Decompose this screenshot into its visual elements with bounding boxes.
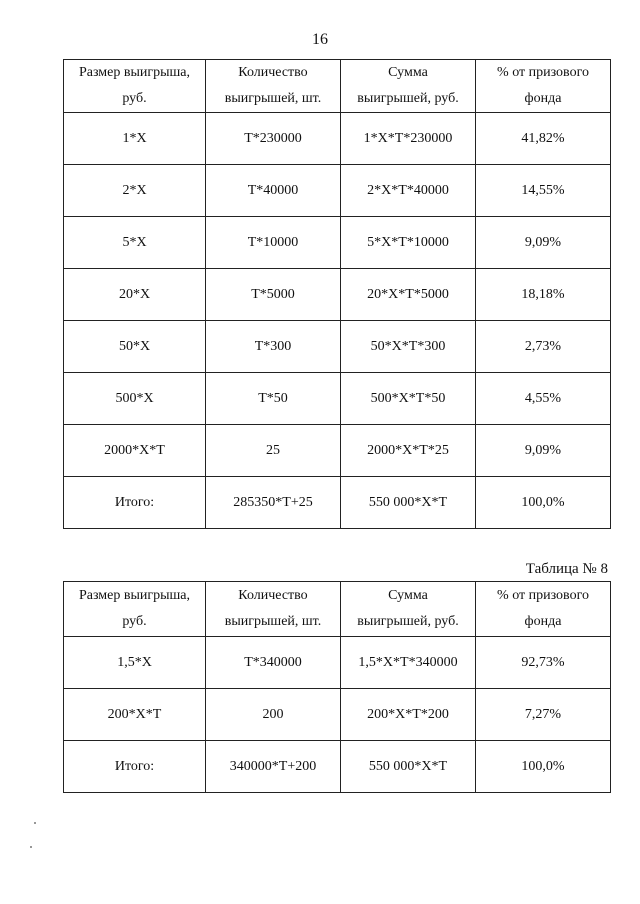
header-text: Количество bbox=[238, 65, 308, 80]
cell-prize-count: 25 bbox=[206, 425, 341, 477]
header-prize-sum bbox=[341, 60, 476, 113]
header-text: руб. bbox=[122, 614, 147, 629]
cell-prize-count: 200 bbox=[206, 689, 341, 741]
cell-prize-size: 500*Х bbox=[64, 373, 206, 425]
table-row bbox=[64, 269, 611, 321]
cell-prize-percent: 92,73% bbox=[476, 637, 611, 689]
table-row bbox=[64, 321, 611, 373]
cell-prize-percent: 18,18% bbox=[476, 269, 611, 321]
cell-prize-count: Т*300 bbox=[206, 321, 341, 373]
cell-prize-sum: 1*Х*Т*230000 bbox=[341, 113, 476, 165]
cell-prize-size: 2000*Х*Т bbox=[64, 425, 206, 477]
header-prize-sum bbox=[341, 582, 476, 637]
table-caption: Таблица № 8 bbox=[525, 561, 608, 577]
cell-prize-count: Т*5000 bbox=[206, 269, 341, 321]
header-text: Сумма bbox=[388, 588, 428, 603]
header-text: руб. bbox=[122, 91, 147, 106]
cell-total-percent: 100,0% bbox=[476, 741, 611, 793]
header-prize-count bbox=[206, 60, 341, 113]
header-text: выигрышей, шт. bbox=[224, 91, 322, 106]
cell-prize-size: 5*Х bbox=[64, 217, 206, 269]
header-text: Сумма bbox=[388, 65, 428, 80]
header-text: Размер выигрыша, bbox=[78, 65, 191, 80]
cell-prize-percent: 4,55% bbox=[476, 373, 611, 425]
cell-prize-count: Т*10000 bbox=[206, 217, 341, 269]
cell-prize-sum: 5*Х*Т*10000 bbox=[341, 217, 476, 269]
cell-prize-count: Т*340000 bbox=[206, 637, 341, 689]
cell-prize-percent: 7,27% bbox=[476, 689, 611, 741]
header-text: фонда bbox=[524, 614, 562, 629]
table-row bbox=[64, 373, 611, 425]
cell-prize-count: Т*40000 bbox=[206, 165, 341, 217]
header-prize-percent bbox=[476, 582, 611, 637]
header-prize-size bbox=[64, 582, 206, 637]
header-text: % от призового bbox=[497, 65, 589, 80]
header-prize-size bbox=[64, 60, 206, 113]
cell-prize-count: Т*50 bbox=[206, 373, 341, 425]
cell-prize-sum: 2*Х*Т*40000 bbox=[341, 165, 476, 217]
table-row bbox=[64, 113, 611, 165]
table-row bbox=[64, 689, 611, 741]
scan-speck bbox=[30, 846, 32, 848]
table-row bbox=[64, 217, 611, 269]
scan-speck bbox=[34, 822, 36, 824]
cell-prize-count: Т*230000 bbox=[206, 113, 341, 165]
cell-total-count: 285350*Т+25 bbox=[206, 477, 341, 529]
cell-total-percent: 100,0% bbox=[476, 477, 611, 529]
cell-total-sum: 550 000*Х*Т bbox=[341, 741, 476, 793]
header-text: % от призового bbox=[497, 588, 589, 603]
table-total-row bbox=[64, 477, 611, 529]
table-row bbox=[64, 425, 611, 477]
cell-prize-sum: 2000*Х*Т*25 bbox=[341, 425, 476, 477]
cell-prize-sum: 20*Х*Т*5000 bbox=[341, 269, 476, 321]
cell-prize-size: 200*Х*Т bbox=[64, 689, 206, 741]
cell-prize-percent: 14,55% bbox=[476, 165, 611, 217]
cell-prize-size: 1*Х bbox=[64, 113, 206, 165]
header-text: выигрышей, шт. bbox=[224, 614, 322, 629]
table-row bbox=[64, 165, 611, 217]
cell-prize-percent: 2,73% bbox=[476, 321, 611, 373]
cell-prize-sum: 1,5*Х*Т*340000 bbox=[341, 637, 476, 689]
table-row bbox=[64, 637, 611, 689]
header-text: Количество bbox=[238, 588, 308, 603]
cell-total-sum: 550 000*Х*Т bbox=[341, 477, 476, 529]
cell-prize-sum: 50*Х*Т*300 bbox=[341, 321, 476, 373]
page-number: 16 bbox=[312, 31, 328, 48]
table-header-row bbox=[64, 582, 611, 637]
cell-total-label: Итого: bbox=[64, 741, 206, 793]
cell-prize-sum: 500*Х*Т*50 bbox=[341, 373, 476, 425]
cell-total-count: 340000*Т+200 bbox=[206, 741, 341, 793]
cell-prize-percent: 9,09% bbox=[476, 425, 611, 477]
cell-prize-size: 50*Х bbox=[64, 321, 206, 373]
prize-table-1 bbox=[63, 59, 611, 529]
prize-table-2 bbox=[63, 581, 611, 793]
header-text: выигрышей, руб. bbox=[357, 614, 459, 629]
header-text: выигрышей, руб. bbox=[357, 91, 459, 106]
cell-prize-percent: 9,09% bbox=[476, 217, 611, 269]
header-prize-count bbox=[206, 582, 341, 637]
cell-prize-sum: 200*Х*Т*200 bbox=[341, 689, 476, 741]
cell-prize-size: 2*Х bbox=[64, 165, 206, 217]
cell-prize-percent: 41,82% bbox=[476, 113, 611, 165]
table-header-row bbox=[64, 60, 611, 113]
header-text: фонда bbox=[524, 91, 562, 106]
cell-total-label: Итого: bbox=[64, 477, 206, 529]
header-prize-percent bbox=[476, 60, 611, 113]
table-total-row bbox=[64, 741, 611, 793]
cell-prize-size: 1,5*Х bbox=[64, 637, 206, 689]
header-text: Размер выигрыша, bbox=[78, 588, 191, 603]
cell-prize-size: 20*Х bbox=[64, 269, 206, 321]
